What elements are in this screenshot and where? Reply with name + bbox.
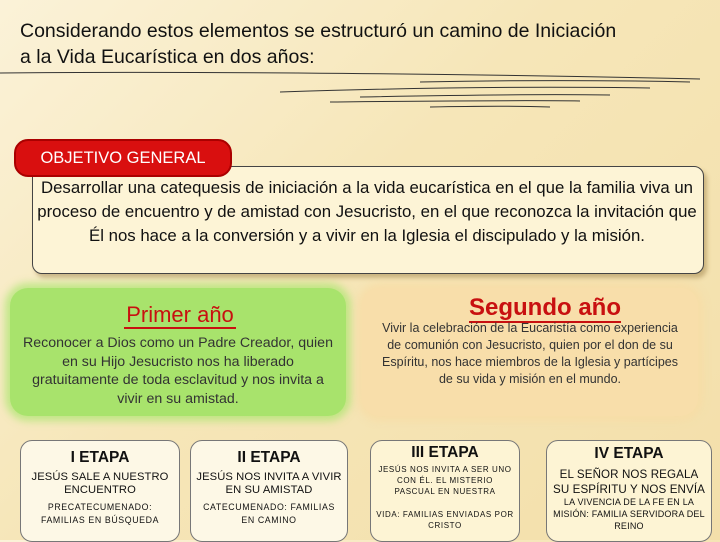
first-year-description: Reconocer a Dios como un Padre Creador, quien en su Hijo Jesucristo nos ha liberado gratuitamente de toda esclavitud y nos invita a vivir en su amistad. <box>23 335 333 407</box>
stage-name: JESÚS NOS INVITA A VIVIR EN SU AMISTAD <box>196 471 342 496</box>
stage-subtitle: LA VIVENCIA DE LA FE EN LA MISIÓN: FAMILIA SERVIDORA DEL REINO <box>553 497 705 531</box>
stage-title: II ETAPA <box>237 449 301 466</box>
first-year-panel <box>10 288 346 416</box>
stage-card-3 <box>370 440 520 542</box>
stage-name: JESÚS NOS INVITA A SER UNO CON ÉL. EL MISTERIO PASCUAL EN NUESTRA <box>378 465 512 496</box>
objective-label: OBJETIVO GENERAL <box>14 139 232 177</box>
stage-name: JESÚS SALE A NUESTRO ENCUENTRO <box>31 471 169 496</box>
stage-title: I ETAPA <box>70 449 130 466</box>
stage-card-2 <box>190 440 348 542</box>
second-year-title-text: Segundo año <box>469 294 621 321</box>
stage-name: EL SEÑOR NOS REGALA SU ESPÍRITU Y NOS ENVÍA <box>553 468 705 496</box>
stage-title: IV ETAPA <box>594 445 664 462</box>
second-year-description: Vivir la celebración de la Eucaristía como experiencia de comunión con Jesucristo, quien por el don de su Espíritu, nos hace miembros de la Iglesia y partícipes de su vida y misión en el mundo. <box>382 321 678 386</box>
stage-card-1 <box>20 440 180 542</box>
slide-title: Considerando estos elementos se estructuró un camino de Iniciación a la Vida Eucarística en dos años: <box>20 20 617 68</box>
stage-title: III ETAPA <box>411 444 479 461</box>
stage-subtitle: CATECUMENADO: FAMILIAS EN CAMINO <box>203 502 335 525</box>
second-year-title <box>362 294 698 322</box>
first-year-title-text: Primer año <box>126 302 234 327</box>
first-year-title <box>10 302 346 328</box>
second-year-panel <box>362 288 698 416</box>
stage-subtitle: VIDA: FAMILIAS ENVIADAS POR CRISTO <box>376 510 514 530</box>
objective-text: Desarrollar una catequesis de iniciación a la vida eucarística en el que la familia viva un proceso de encuentro y de amistad con Jesucristo, en el que reconozca la invitación que Él nos hace a la conversión y a vivir en la Iglesia el discipulado y la misión. <box>37 178 697 245</box>
stage-card-4 <box>546 440 712 542</box>
stage-subtitle: PRECATECUMENADO: FAMILIAS EN BÚSQUEDA <box>40 502 160 525</box>
